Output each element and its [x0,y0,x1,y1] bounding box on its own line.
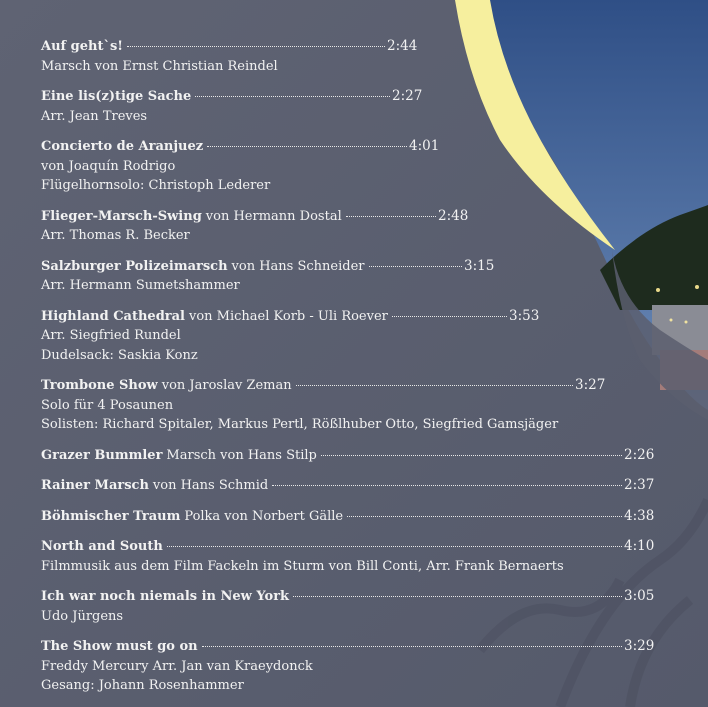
track-title: Rainer Marsch [41,478,149,493]
track-detail-line: Filmmusik aus dem Film Fackeln im Sturm von Bill Conti, Arr. Frank Bernaerts [41,558,564,574]
dot-leader [202,646,622,647]
track-header [41,257,671,277]
track-duration: 3:05 [624,588,655,604]
track-composer: von Michael Korb - Uli Roever [189,308,388,324]
track-composer: von Hans Schneider [231,258,365,274]
track-item [41,137,671,196]
dot-leader [293,596,622,597]
track-detail-line: Flügelhornsolo: Christoph Lederer [41,178,271,193]
track-header [41,207,671,227]
track-duration: 2:27 [392,88,423,104]
track-duration: 3:53 [509,307,540,324]
dot-leader [195,96,390,97]
dot-leader [272,485,622,486]
track-detail-line: Freddy Mercury Arr. Jan van Kraeydonck [41,658,313,674]
track-duration: 4:38 [624,507,655,524]
track-detail-line: Marsch von Ernst Christian Reindel [41,58,278,74]
track-title: Auf geht`s! [41,39,123,54]
track-title: Grazer Bummler [41,447,163,463]
track-item [41,446,671,466]
track-composer: Polka von Norbert Gälle [184,508,344,524]
dot-leader [392,316,507,317]
track-item [41,376,671,435]
track-composer: von Hans Schmid [152,478,269,493]
dot-leader [347,516,622,517]
track-composer: von Jaroslav Zeman [161,378,292,393]
track-detail-line: Solisten: Richard Spitaler, Markus Pertl, Rößlhuber Otto, Siegfried Gamsjäger [41,417,559,432]
track-header [41,537,671,557]
track-item [41,87,671,126]
track-title: Ich war noch niemals in New York [41,589,290,604]
track-item [41,307,671,366]
track-title: Böhmischer Traum [41,508,181,524]
track-duration: 3:27 [575,377,606,393]
tracklist [41,37,671,707]
track-header [41,87,671,107]
dot-leader [321,455,622,456]
track-duration: 2:37 [624,477,655,493]
track-detail-line: Arr. Hermann Sumetshammer [41,278,240,293]
track-title: Highland Cathedral [41,308,185,324]
track-detail-line: von Joaquín Rodrigo [41,158,176,174]
dot-leader [167,546,622,547]
track-duration: 4:10 [624,538,655,554]
track-header [41,637,671,657]
track-item [41,207,671,246]
track-header [41,587,671,607]
dot-leader [127,46,385,47]
track-title: Flieger-Marsch-Swing [41,208,202,224]
track-title: Eine lis(z)tige Sache [41,89,192,104]
track-title: Concierto de Aranjuez [41,139,204,154]
track-duration: 2:44 [387,38,418,54]
track-item [41,637,671,696]
track-header [41,476,671,496]
track-item [41,476,671,496]
track-detail-line: Arr. Thomas R. Becker [41,228,190,243]
track-title: Salzburger Polizeimarsch [41,258,228,274]
track-item [41,507,671,527]
track-title: Trombone Show [41,378,158,393]
track-detail-line: Solo für 4 Posaunen [41,397,174,413]
dot-leader [207,146,407,147]
track-item [41,587,671,626]
track-header [41,507,671,527]
dot-leader [296,385,573,386]
track-duration: 4:01 [409,138,440,154]
track-title: The Show must go on [41,639,198,654]
track-composer: von Hermann Dostal [205,208,342,224]
track-composer: Marsch von Hans Stilp [166,447,317,463]
track-detail-line: Gesang: Johann Rosenhammer [41,678,244,693]
track-duration: 2:26 [624,446,655,463]
track-header [41,137,671,157]
track-header [41,376,671,396]
track-duration: 3:15 [464,257,495,274]
track-title: North and South [41,539,163,554]
dot-leader [369,266,463,267]
track-item [41,37,671,76]
track-detail-line: Udo Jürgens [41,608,124,624]
dot-leader [346,216,436,217]
track-duration: 2:48 [438,207,469,224]
track-header [41,307,671,327]
track-header [41,446,671,466]
track-item [41,537,671,576]
track-detail-line: Dudelsack: Saskia Konz [41,347,198,363]
track-header [41,37,671,57]
track-item [41,257,671,296]
track-detail-line: Arr. Jean Treves [41,108,148,124]
track-duration: 3:29 [624,638,655,654]
track-detail-line: Arr. Siegfried Rundel [41,328,181,343]
